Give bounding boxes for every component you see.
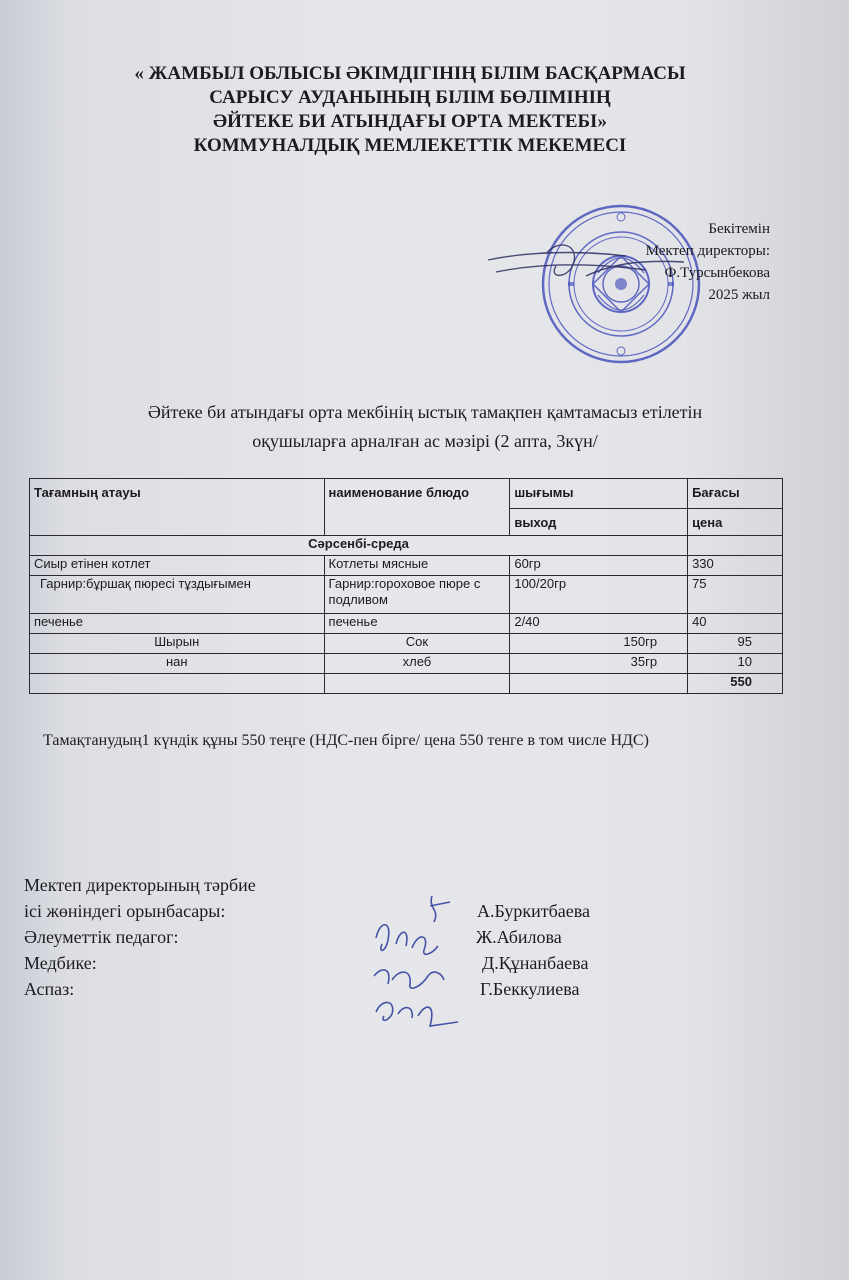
dish-price: 95 bbox=[688, 634, 783, 654]
header-name-ru: наименование блюдо bbox=[324, 479, 510, 536]
dish-kz: печенье bbox=[30, 614, 325, 634]
table-row bbox=[30, 634, 783, 654]
signature-role: Мектеп директорының тәрбие bbox=[24, 875, 256, 895]
menu-title-line-2: оқушыларға арналған ас мәзірі (2 апта, 3күн/ bbox=[252, 431, 598, 451]
dish-ru: Котлеты мясные bbox=[324, 556, 510, 576]
menu-title-line-1: Әйтеке би атындағы орта мекбінің ыстық тамақпен қамтамасыз етілетін bbox=[147, 402, 703, 422]
dish-price: 40 bbox=[688, 614, 783, 634]
dish-ru: Сок bbox=[324, 634, 510, 654]
signature-name: Г.Беккулиева bbox=[480, 979, 580, 999]
table-row bbox=[30, 614, 783, 634]
menu-title bbox=[40, 398, 810, 456]
dish-ru: печенье bbox=[324, 614, 510, 634]
signature-name: Ж.Абилова bbox=[476, 927, 562, 947]
approval-director-name: Ф.Турсынбекова bbox=[664, 265, 770, 281]
approval-position: Мектеп директоры: bbox=[645, 243, 770, 259]
dish-yield: 100/20гр bbox=[510, 576, 688, 614]
approval-block bbox=[560, 218, 770, 306]
dish-kz: нан bbox=[30, 654, 325, 674]
total-row bbox=[30, 674, 783, 694]
header-line-3: ӘЙТЕКЕ БИ АТЫНДАҒЫ ОРТА МЕКТЕБІ» bbox=[213, 111, 607, 132]
section-empty-cell bbox=[688, 536, 783, 556]
total-empty-cell bbox=[510, 674, 688, 694]
dish-ru: хлеб bbox=[324, 654, 510, 674]
dish-kz: Гарнир:бұршақ пюресі тұздығымен bbox=[30, 576, 325, 614]
section-row bbox=[30, 536, 783, 556]
signature-name: А.Буркитбаева bbox=[477, 901, 591, 921]
header-yield-ru: выход bbox=[510, 509, 688, 536]
signature-role: Медбике: bbox=[24, 953, 97, 973]
header-name-kz: Тағамның атауы bbox=[30, 479, 325, 536]
approval-year: 2025 жыл bbox=[708, 287, 770, 303]
staff-signatures bbox=[370, 888, 480, 1033]
header-price-kz: Бағасы bbox=[688, 479, 783, 509]
dish-kz: Шырын bbox=[30, 634, 325, 654]
total-empty-cell bbox=[324, 674, 510, 694]
signature-role: Аспаз: bbox=[24, 979, 75, 999]
document-header bbox=[30, 62, 790, 158]
dish-yield: 150гр bbox=[510, 634, 688, 654]
dish-yield: 60гр bbox=[510, 556, 688, 576]
signature-role: Әлеуметтік педагог: bbox=[24, 927, 179, 947]
total-price: 550 bbox=[688, 674, 783, 694]
approval-heading: Бекітемін bbox=[708, 221, 770, 237]
table-header-row bbox=[30, 479, 783, 509]
header-yield-kz: шығымы bbox=[510, 479, 688, 509]
signature-role: ісі жөніндегі орынбасары: bbox=[24, 901, 226, 921]
table-row bbox=[30, 654, 783, 674]
dish-kz: Сиыр етінен котлет bbox=[30, 556, 325, 576]
table-row bbox=[30, 556, 783, 576]
dish-yield: 35гр bbox=[510, 654, 688, 674]
total-empty-cell bbox=[30, 674, 325, 694]
section-label: Сәрсенбі-среда bbox=[30, 536, 688, 556]
dish-price: 75 bbox=[688, 576, 783, 614]
dish-ru: Гарнир:гороховое пюре с подливом bbox=[324, 576, 510, 614]
daily-cost-note: Тамақтанудың1 күндік құны 550 теңге (НДС-пен бірге/ цена 550 тенге в том числе НДС) bbox=[43, 732, 649, 749]
header-price-ru: цена bbox=[688, 509, 783, 536]
dish-yield: 2/40 bbox=[510, 614, 688, 634]
header-line-4: КОММУНАЛДЫҚ МЕМЛЕКЕТТІК МЕКЕМЕСІ bbox=[193, 135, 627, 156]
menu-table bbox=[29, 478, 783, 694]
dish-price: 330 bbox=[688, 556, 783, 576]
header-line-2: САРЫСУ АУДАНЫНЫҢ БІЛІМ БӨЛІМІНІҢ bbox=[209, 87, 611, 108]
signature-name: Д.Құнанбаева bbox=[482, 953, 589, 973]
header-line-1: « ЖАМБЫЛ ОБЛЫСЫ ӘКІМДІГІНІҢ БІЛІМ БАСҚАРМАСЫ bbox=[134, 63, 686, 84]
table-row bbox=[30, 576, 783, 614]
dish-price: 10 bbox=[688, 654, 783, 674]
